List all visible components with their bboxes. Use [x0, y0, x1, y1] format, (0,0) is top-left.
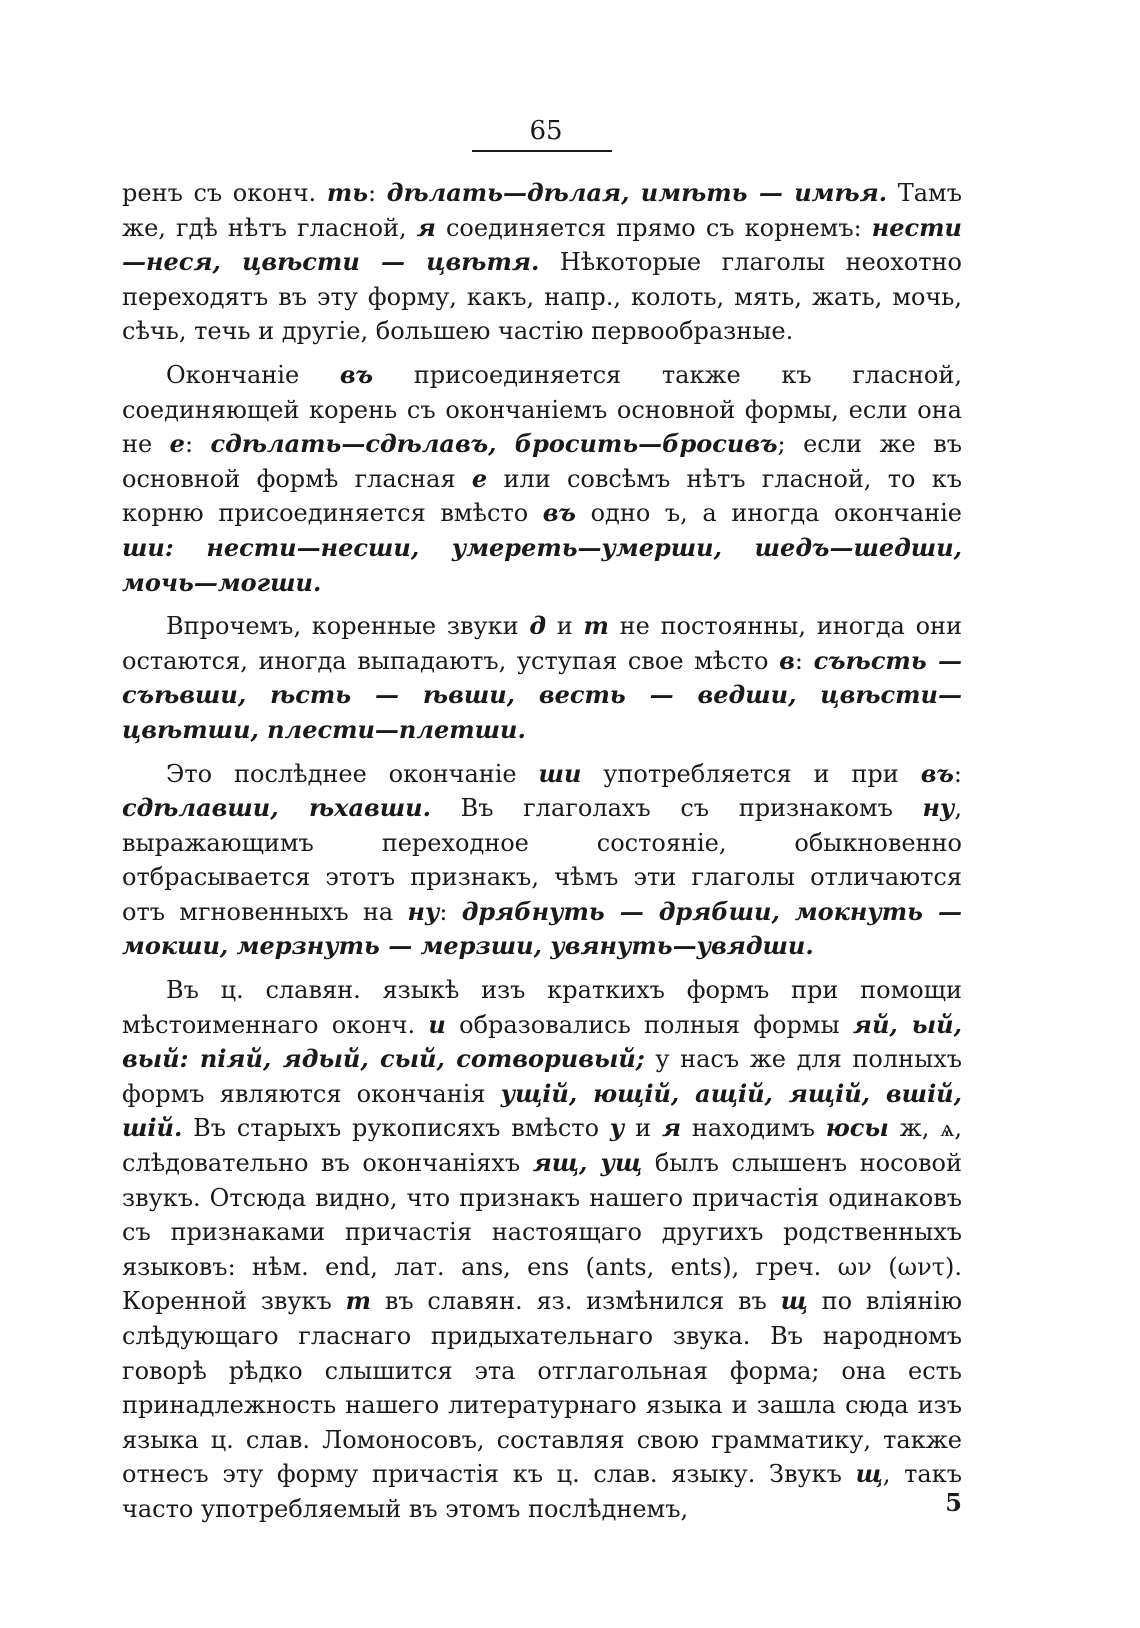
text-run: Нѣкоторые глаголы неохотно переходятъ въ эту форму, какъ, напр., колоть, мять, жать, мочь, сѣчь, течь и другіе, большею частію первообразные. [122, 248, 962, 346]
italic-run: ящ, ущ [532, 1148, 643, 1178]
text-run: : [184, 430, 211, 459]
paragraph [122, 757, 962, 965]
italic-run: т [583, 611, 609, 641]
text-run: Тамъ же, гдѣ нѣтъ гласной, [122, 179, 962, 242]
italic-run: и [428, 1009, 446, 1039]
italic-run: я [661, 1113, 682, 1143]
text-run: : [794, 646, 814, 675]
italic-run: нести—неся, цвѣсти — цвѣтя. [122, 212, 963, 277]
text-run: ж, ѧ, слѣдовательно въ окончаніяхъ [122, 1114, 962, 1178]
text-run: : [439, 897, 462, 926]
text-run: ; если же въ основной формѣ гласная [122, 430, 962, 493]
italic-run: въ [339, 359, 374, 389]
italic-run: ну [922, 793, 955, 823]
italic-run: съѣсть — съѣвши, ѣсть — ѣвши, весть — ведши, цвѣсти—цвѣтши, плести—плетши. [122, 645, 963, 744]
header-rule [472, 150, 612, 152]
italic-run: сдѣлавши, ѣхавши. [122, 793, 431, 823]
paragraph [122, 176, 962, 349]
italic-run: щ [780, 1286, 808, 1316]
italic-run: ть [326, 178, 369, 207]
italic-run: ну [407, 896, 440, 926]
text-run: Впрочемъ, коренные звуки [166, 612, 530, 641]
italic-run: д [529, 611, 546, 641]
italic-run: в [779, 645, 795, 675]
italic-run: въ [920, 758, 954, 788]
text-run: , выражающимъ переходное состояніе, обыкновенно отбрасывается этотъ признакъ, чѣмъ эти глаголы отличаются отъ мгновенныхъ на [122, 794, 962, 926]
text-run: и [546, 612, 584, 641]
italic-run: т [345, 1286, 372, 1316]
text-run: или совсѣмъ нѣтъ гласной, то къ корню присоединяется вмѣсто [122, 464, 962, 528]
text-run: соединяется прямо съ корнемъ: [435, 213, 872, 242]
italic-run: я [416, 212, 436, 242]
text-run: по вліянію слѣдующаго гласнаго придыхательнаго звука. Въ народномъ говорѣ рѣдко слышится эта отглагольная форма; она есть принадлежность нашего литературнаго языка и зашла сюда изъ языка ц. слав. Ломоносовъ, составляя свою грамматику, также отнесъ эту форму причастія къ ц. слав. языку. Звукъ [122, 1287, 962, 1489]
italic-run: е [471, 463, 488, 493]
text-run: Окончаніе [166, 360, 340, 389]
text-run: употребляется и при [581, 759, 921, 788]
italic-run: дрябнуть — дрябши, мокнуть — мокши, мерзнуть — мерзши, увянуть—увядши. [122, 896, 962, 961]
body-text [122, 176, 962, 1527]
text-run: одно ъ, а иногда окончаніе [576, 499, 962, 528]
page-number: 65 [529, 116, 563, 146]
text-run: образовались полныя формы [445, 1010, 853, 1039]
italic-run: ши [538, 758, 582, 788]
text-run: Въ старыхъ рукописяхъ вмѣсто [182, 1114, 610, 1143]
italic-run: яй, ый, вый: піяй, ядый, сый, сотворивый; [122, 1009, 962, 1074]
italic-run: ши: нести—несши, умереть—умерши, шедъ—шедши, мочь—могши. [122, 532, 962, 597]
text-run: былъ слышенъ носовой звукъ. Отсюда видно, что признакъ нашего причастія одинаковъ съ признаками причастія настоящаго другихъ родственныхъ языковъ: нѣм. end, лат. ans, ens (ants, ents), греч. ων (ωντ). Коренной звукъ [122, 1149, 962, 1316]
text-run: Въ ц. славян. языкѣ изъ краткихъ формъ при помощи мѣстоименнаго оконч. [122, 976, 962, 1039]
italic-run: ущій, ющій, ащій, ящій, вшій, шій. [122, 1078, 962, 1143]
text-run: не постоянны, иногда они остаются, иногда выпадаютъ, уступая свое мѣсто [122, 612, 963, 675]
italic-run: у [609, 1113, 625, 1143]
italic-run: щ [855, 1459, 883, 1489]
text-run: : [953, 759, 962, 788]
text-run: , такъ часто употребляемый въ этомъ послѣднемъ, [122, 1460, 962, 1523]
italic-run: сдѣлать—сдѣлавъ, бросить—бросивъ [210, 429, 778, 459]
italic-run: дѣлать—дѣлая, имѣть — имѣя. [386, 178, 888, 207]
italic-run: въ [542, 498, 576, 528]
text-run: Это послѣднее окончаніе [166, 759, 539, 788]
paragraph [122, 609, 962, 747]
text-run: ренъ съ оконч. [122, 179, 327, 207]
text-run: у насъ же для полныхъ формъ являются окончанія [122, 1045, 962, 1108]
italic-run: юсы [825, 1113, 889, 1143]
text-run: Въ глаголахъ съ признакомъ [430, 794, 923, 823]
text-run: въ славян. яз. измѣнился въ [371, 1287, 781, 1316]
text-run: : [368, 179, 387, 207]
paragraph [122, 358, 962, 600]
italic-run: е [169, 429, 185, 459]
paragraph [122, 973, 962, 1527]
text-run: и [624, 1114, 662, 1143]
signature-mark: 5 [945, 1488, 962, 1517]
text-run: присоединяется также къ гласной, соединяющей корень съ окончаніемъ основной формы, если она не [122, 360, 962, 459]
text-run: находимъ [681, 1114, 826, 1143]
